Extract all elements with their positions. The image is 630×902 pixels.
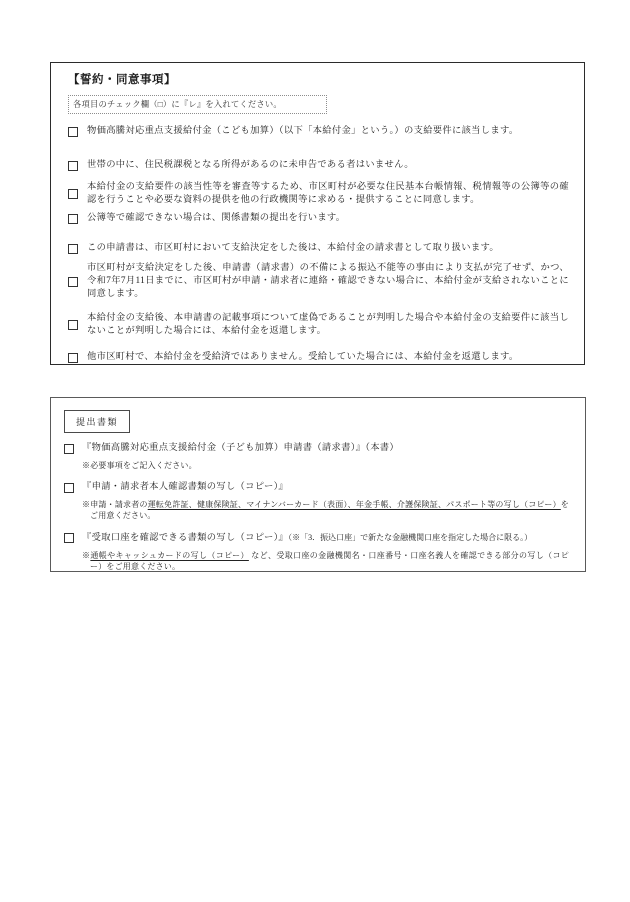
document-item	[64, 442, 571, 455]
document-item-title	[82, 442, 399, 455]
note-text: ※	[82, 550, 91, 560]
pledge-item-text: 市区町村が支給決定をした後、申請書（請求書）の不備による振込不能等の事由により支払が完了せず、かつ、令和7年7月11日までに、市区町村が申請・請求者に連絡・確認できない場合に、本給付金が支給されないことに同意します。	[87, 263, 569, 299]
pledge-item	[68, 159, 569, 172]
document-item	[64, 531, 571, 545]
document-item-title-note: （※「3．振込口座」で新たな金融機関口座を指定した場合に限る。）	[288, 532, 533, 542]
note-text: ※申請・請求者の	[82, 499, 148, 509]
checkbox[interactable]	[64, 533, 74, 543]
document-item-note	[64, 460, 569, 472]
pledge-section-title: 【誓約・同意事項】	[68, 74, 176, 86]
checkbox[interactable]	[68, 161, 78, 171]
pledge-item-text: 世帯の中に、住民税課税となる所得があるのに未申告である者はいません。	[87, 160, 414, 170]
checkbox[interactable]	[68, 189, 78, 199]
document-item	[64, 481, 571, 494]
note-underlined-text: 運転免許証、健康保険証、マイナンバーカード（表面）、年金手帳、介護保険証、パスポート等の写し（コピー）	[147, 499, 561, 509]
pledge-item-text: 本給付金の支給要件の該当性等を審査等するため、市区町村が必要な住民基本台帳情報、税情報等の公簿等の確認を行うことや必要な資料の提供を他の行政機関等に求める・提供することに同意します。	[87, 182, 569, 205]
pledge-item	[68, 351, 569, 364]
pledge-item	[68, 312, 569, 338]
pledge-item-text: この申請書は、市区町村において支給決定をした後は、本給付金の請求書として取り扱います。	[87, 243, 499, 253]
pledge-item	[68, 242, 569, 255]
checkbox[interactable]	[68, 214, 78, 224]
document-item-title	[82, 481, 288, 494]
checkbox[interactable]	[64, 483, 74, 493]
document-item-title-text: 『物価高騰対応重点支援給付金（子ども加算）申請書（請求書）』（本書）	[82, 443, 399, 453]
document-item-title-text: 『申請・請求者本人確認書類の写し（コピー）』	[82, 481, 289, 492]
note-text: など、受取口座の金融機関名・口座番号・口座名義人を確認できる部分の写し（コピー）をご用意ください。	[90, 550, 570, 571]
checkbox[interactable]	[68, 244, 78, 254]
document-item-title-text: 『受取口座を確認できる書類の写し（コピー）』	[82, 532, 289, 543]
documents-section-label: 提出書類	[64, 410, 130, 433]
pledge-item	[68, 125, 569, 138]
checkbox[interactable]	[68, 127, 78, 137]
checkbox[interactable]	[68, 277, 78, 287]
document-item-note	[64, 499, 569, 522]
note-text: ※必要事項をご記入ください。	[82, 461, 197, 470]
note-text: をご用意ください。	[90, 499, 569, 520]
pledge-item-text: 物価高騰対応重点支援給付金（こども加算）（以下「本給付金」という。）の支給要件に該当します。	[87, 126, 519, 136]
pledge-item-text: 公簿等で確認できない場合は、関係書類の提出を行います。	[87, 213, 346, 223]
documents-section	[50, 397, 586, 572]
checkbox[interactable]	[68, 353, 78, 363]
pledge-item	[68, 262, 569, 301]
note-underlined-text: 通帳やキャッシュカードの写し（コピー）	[90, 550, 249, 560]
document-item-title	[82, 531, 532, 545]
pledge-item-text: 本給付金の支給後、本申請書の記載事項について虚偽であることが判明した場合や本給付金の支給要件に該当しないことが判明した場合には、本給付金を返還します。	[87, 313, 569, 336]
checkbox[interactable]	[64, 444, 74, 454]
pledge-item	[68, 212, 569, 225]
pledge-item-text: 他市区町村で、本給付金を受給済ではありません。受給していた場合には、本給付金を返還します。	[87, 352, 519, 362]
checkbox-instruction: 各項目のチェック欄（□）に『レ』を入れてください。	[68, 95, 327, 114]
pledge-item	[68, 181, 569, 207]
checkbox[interactable]	[68, 320, 78, 330]
pledge-section	[50, 62, 585, 365]
document-item-note	[64, 550, 569, 573]
